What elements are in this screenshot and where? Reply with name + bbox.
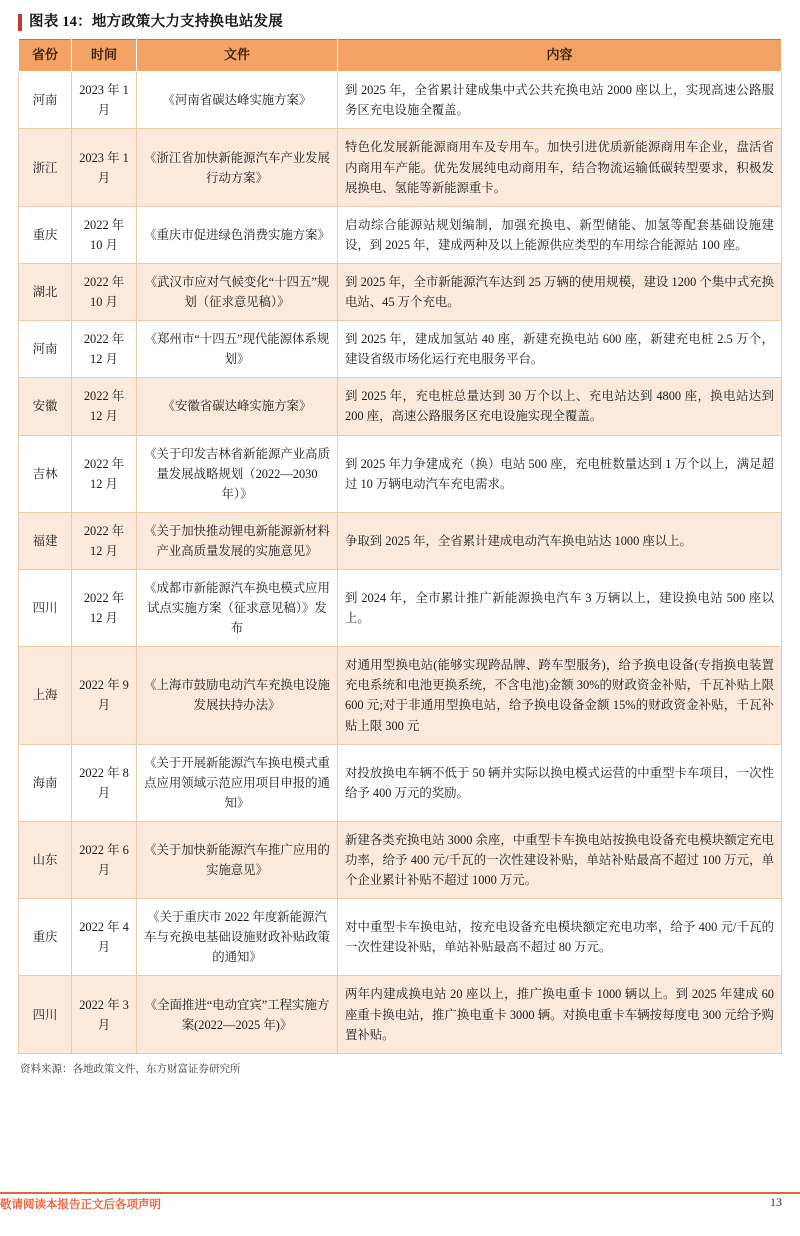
cell-content: 到 2025 年，充电桩总量达到 30 万个以上、充电站达到 4800 座，换电站达到 200 座，高速公路服务区充电设施实现全覆盖。 [338,378,782,435]
cell-province: 四川 [19,976,72,1053]
table-header [19,40,782,72]
cell-time: 2022 年 12 月 [72,569,137,646]
footer-divider [0,1192,800,1194]
cell-content: 到 2025 年力争建成充（换）电站 500 座，充电桩数量达到 1 万个以上，满足超过 10 万辆电动汽车充电需求。 [338,435,782,512]
cell-document: 《关于加快推动锂电新能源新材料产业高质量发展的实施意见》 [137,512,338,569]
cell-province: 山东 [19,821,72,898]
cell-content: 到 2025 年，全省累计建成集中式公共充换电站 2000 座以上，实现高速公路服务区充电设施全覆盖。 [338,72,782,129]
table-row [19,569,782,646]
cell-time: 2022 年 8 月 [72,744,137,821]
cell-document: 《关于印发吉林省新能源产业高质量发展战略规划（2022—2030 年）》 [137,435,338,512]
cell-content: 新建各类充换电站 3000 余座，中重型卡车换电站按换电设备充电模块额定充电功率，给予 400 元/千瓦的一次性建设补贴，单站补贴最高不超过 100 万元，单个企业累计补贴不超过 1000 万元。 [338,821,782,898]
cell-time: 2022 年 12 月 [72,512,137,569]
cell-time: 2022 年 4 月 [72,899,137,976]
cell-document: 《上海市鼓励电动汽车充换电设施发展扶持办法》 [137,647,338,744]
cell-province: 重庆 [19,899,72,976]
cell-province: 河南 [19,321,72,378]
table-body [19,72,782,1053]
title-accent-bar [18,14,22,31]
cell-content: 启动综合能源站规划编制，加强充换电、新型储能、加氢等配套基础设施建设，到 2025 年，建成两种及以上能源供应类型的车用综合能源站 100 座。 [338,206,782,263]
cell-province: 福建 [19,512,72,569]
cell-province: 湖北 [19,263,72,320]
table-row [19,378,782,435]
table-row [19,206,782,263]
cell-time: 2022 年 12 月 [72,378,137,435]
cell-time: 2023 年 1 月 [72,129,137,206]
cell-document: 《浙江省加快新能源汽车产业发展行动方案》 [137,129,338,206]
cell-province: 安徽 [19,378,72,435]
cell-document: 《河南省碳达峰实施方案》 [137,72,338,129]
policy-table [18,39,782,1053]
cell-time: 2022 年 12 月 [72,321,137,378]
column-header-document: 文件 [137,40,338,72]
cell-document: 《郑州市“十四五”现代能源体系规划》 [137,321,338,378]
cell-time: 2022 年 10 月 [72,206,137,263]
table-row [19,72,782,129]
cell-time: 2022 年 3 月 [72,976,137,1053]
cell-content: 对中重型卡车换电站，按充电设备充电模块额定充电功率，给予 400 元/千瓦的一次性建设补贴，单站补贴最高不超过 80 万元。 [338,899,782,976]
cell-content: 两年内建成换电站 20 座以上，推广换电重卡 1000 辆以上。到 2025 年建成 60 座重卡换电站，推广换电重卡 3000 辆。对换电重卡车辆按每度电 300 元给予购置补贴。 [338,976,782,1053]
footer-disclaimer: 敬请阅读本报告正文后各项声明 [0,1199,161,1211]
page-footer [0,1192,800,1214]
cell-content: 争取到 2025 年，全省累计建成电动汽车换电站达 1000 座以上。 [338,512,782,569]
cell-province: 上海 [19,647,72,744]
cell-content: 到 2025 年，全市新能源汽车达到 25 万辆的使用规模，建设 1200 个集中式充换电站、45 万个充电。 [338,263,782,320]
cell-document: 《关于开展新能源汽车换电模式重点应用领域示范应用项目申报的通知》 [137,744,338,821]
table-row [19,263,782,320]
cell-document: 《全面推进“电动宜宾”工程实施方案(2022—2025 年)》 [137,976,338,1053]
cell-content: 特色化发展新能源商用车及专用车。加快引进优质新能源商用车企业，盘活省内商用车产能。优先发展纯电动商用车，结合物流运输低碳转型要求，积极发展换电、氢能等新能源重卡。 [338,129,782,206]
cell-province: 重庆 [19,206,72,263]
cell-province: 浙江 [19,129,72,206]
cell-province: 四川 [19,569,72,646]
cell-content: 到 2025 年，建成加氢站 40 座，新建充换电站 600 座，新建充电桩 2.5 万个，建设省级市场化运行充电服务平台。 [338,321,782,378]
source-note: 资料来源：各地政策文件，东方财富证券研究所 [20,1063,241,1075]
cell-document: 《关于加快新能源汽车推广应用的实施意见》 [137,821,338,898]
page-number: 13 [770,1195,782,1209]
page-title: 图表 14：地方政策大力支持换电站发展 [29,14,283,30]
cell-document: 《重庆市促进绿色消费实施方案》 [137,206,338,263]
table-row [19,744,782,821]
table-row [19,976,782,1053]
column-header-time: 时间 [72,40,137,72]
table-row [19,512,782,569]
cell-document: 《成都市新能源汽车换电模式应用试点实施方案（征求意见稿）》发布 [137,569,338,646]
cell-content: 对通用型换电站(能够实现跨品牌、跨车型服务)，给予换电设备(专指换电装置充电系统和电池更换系统，不含电池)金额 30%的财政资金补贴，千瓦补贴上限 600 元;对于非通用型换电站，给予换电设备金额 15%的财政资金补贴，千瓦补贴上限 300 元 [338,647,782,744]
cell-time: 2023 年 1 月 [72,72,137,129]
cell-province: 吉林 [19,435,72,512]
cell-document: 《关于重庆市 2022 年度新能源汽车与充换电基础设施财政补贴政策的通知》 [137,899,338,976]
cell-province: 河南 [19,72,72,129]
cell-content: 到 2024 年，全市累计推广新能源换电汽车 3 万辆以上，建设换电站 500 座以上。 [338,569,782,646]
table-row [19,821,782,898]
table-row [19,647,782,744]
cell-document: 《安徽省碳达峰实施方案》 [137,378,338,435]
cell-time: 2022 年 12 月 [72,435,137,512]
cell-time: 2022 年 9 月 [72,647,137,744]
table-row [19,899,782,976]
table-row [19,129,782,206]
cell-time: 2022 年 6 月 [72,821,137,898]
cell-province: 海南 [19,744,72,821]
table-header-row [19,40,782,72]
cell-time: 2022 年 10 月 [72,263,137,320]
figure-title-row [18,0,782,39]
column-header-content: 内容 [338,40,782,72]
table-row [19,321,782,378]
cell-document: 《武汉市应对气候变化“十四五”规划（征求意见稿）》 [137,263,338,320]
column-header-province: 省份 [19,40,72,72]
table-row [19,435,782,512]
cell-content: 对投放换电车辆不低于 50 辆并实际以换电模式运营的中重型卡车项目，一次性给予 400 万元的奖励。 [338,744,782,821]
